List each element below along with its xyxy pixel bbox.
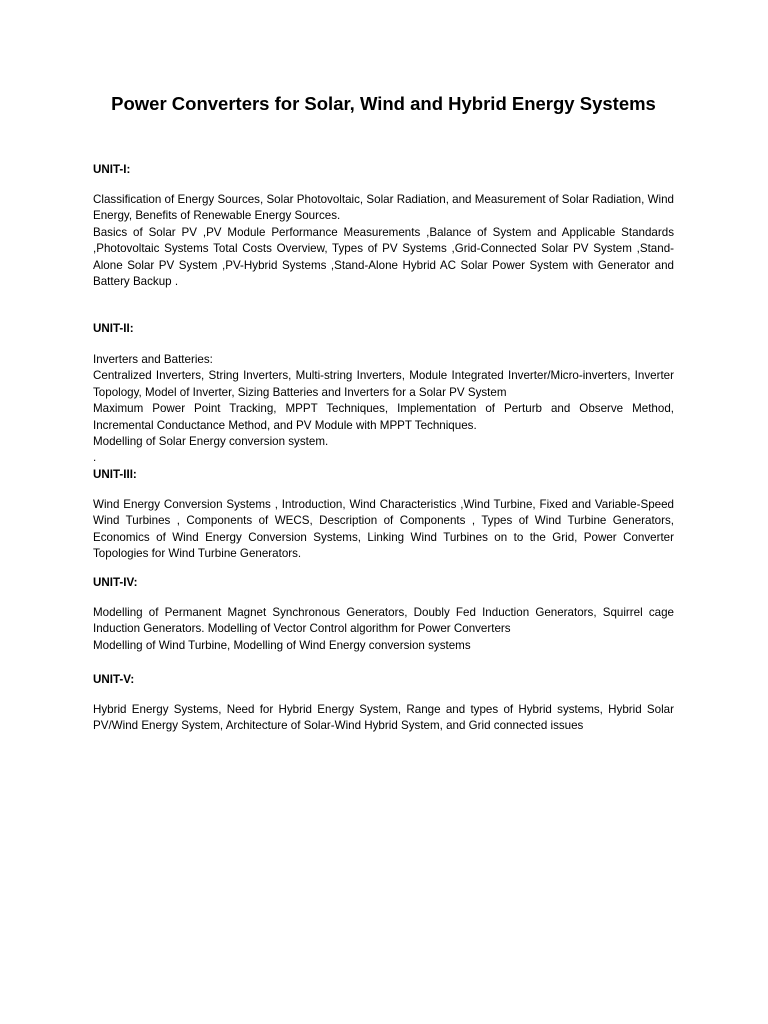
unit-4-paragraph-1: Modelling of Permanent Magnet Synchronous Generators, Doubly Fed Induction Generators, Squirrel cage Induction Generators. Modelling of Vector Control algorithm for Power Converters — [93, 606, 674, 636]
unit-5-paragraph-1: Hybrid Energy Systems, Need for Hybrid Energy System, Range and types of Hybrid systems, Hybrid Solar PV/Wind Energy System, Architecture of Solar-Wind Hybrid System, and Grid connected issues — [93, 703, 674, 733]
document-page — [93, 0, 674, 733]
unit-2-paragraph-1: Inverters and Batteries: — [93, 353, 213, 366]
unit-3-heading: UNIT-III: — [93, 468, 137, 481]
unit-2-paragraph-2: Centralized Inverters, String Inverters, Multi-string Inverters, Module Integrated Inverter/Micro-inverters, Inverter Topology, Model of Inverter, Sizing Batteries and Inverters for a Solar PV System — [93, 369, 674, 399]
unit-4-heading: UNIT-IV: — [93, 576, 138, 589]
unit-1-body — [93, 192, 674, 290]
document-title: Power Converters for Solar, Wind and Hybrid Energy Systems — [111, 93, 656, 114]
unit-1-paragraph-2: Basics of Solar PV ,PV Module Performance Measurements ,Balance of System and Applicable Standards ,Photovoltaic Systems Total Costs Overview, Types of PV Systems ,Grid-Connected Solar PV System ,Stand-Alone Solar PV System ,PV-Hybrid Systems ,Stand-Alone Hybrid AC Solar Power System with Generator and Battery Backup . — [93, 225, 674, 289]
unit-1-paragraph-1: Classification of Energy Sources, Solar Photovoltaic, Solar Radiation, and Measurement of Solar Radiation, Wind Energy, Benefits of Renewable Energy Sources. — [93, 193, 674, 223]
unit-1-heading: UNIT-I: — [93, 163, 131, 176]
unit-2-heading: UNIT-II: — [93, 322, 134, 335]
unit-2-paragraph-3: Maximum Power Point Tracking, MPPT Techniques, Implementation of Perturb and Observe Method, Incremental Conductance Method, and PV Module with MPPT Techniques. — [93, 402, 674, 432]
unit-2-paragraph-5: . — [93, 451, 97, 465]
unit-2-paragraph-4: Modelling of Solar Energy conversion system. — [93, 435, 329, 449]
unit-2-body — [93, 352, 674, 467]
unit-5-heading: UNIT-V: — [93, 673, 135, 686]
unit-5-body — [93, 702, 674, 735]
unit-3-body — [93, 497, 674, 563]
unit-4-body — [93, 605, 674, 654]
unit-4-paragraph-2: Modelling of Wind Turbine, Modelling of Wind Energy conversion systems — [93, 638, 471, 652]
unit-3-paragraph-1: Wind Energy Conversion Systems , Introduction, Wind Characteristics ,Wind Turbine, Fixed and Variable-Speed Wind Turbines , Components of WECS, Description of Components , Types of Wind Turbine Generators, Economics of Wind Energy Conversion Systems, Linking Wind Turbines on to the Grid, Power Converter Topologies for Wind Turbine Generators. — [93, 498, 674, 561]
